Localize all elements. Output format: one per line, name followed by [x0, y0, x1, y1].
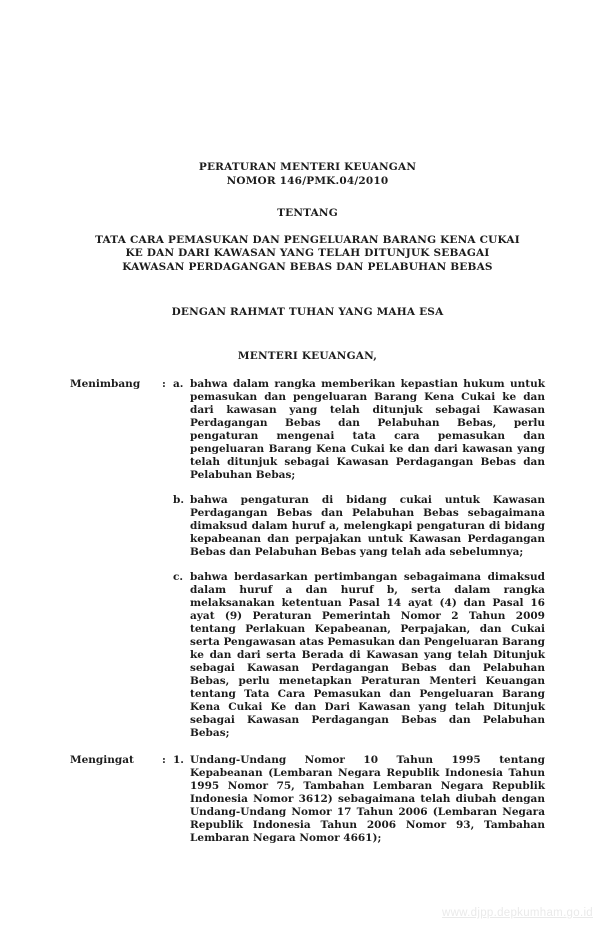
regulation-title-line2: KE DAN DARI KAWASAN YANG TELAH DITUNJUK SEBAGAI: [125, 247, 490, 259]
item-marker: 1.: [173, 754, 184, 766]
item-text: bahwa berdasarkan pertimbangan sebagaimana dimaksud dalam huruf a dan huruf b, serta dalam rangka melaksanakan ketentuan Pasal 14 ayat (4) dan Pasal 16 ayat (9) Peraturan Pemerintah Nomor 2 Tahun 2009 tentang Perlakuan Kepabeanan, Perpajakan, dan Cukai serta Pengawasan atas Pemasukan dan Pengeluaran Barang ke dan dari serta Berada di Kawasan yang telah Ditunjuk sebagai Kawasan Perdagangan Bebas dan Pelabuhan Bebas, perlu menetapkan Peraturan Menteri Keuangan tentang Tata Cara Pemasukan dan Pengeluaran Barang Kena Cukai Ke dan Dari Kawasan yang telah Ditunjuk sebagai Kawasan Perdagangan Bebas dan Pelabuhan Bebas;: [190, 571, 545, 739]
item-text: Undang-Undang Nomor 10 Tahun 1995 tentang Kepabeanan (Lembaran Negara Republik Indonesia Tahun 1995 Nomor 75, Tambahan Lembaran Negara Republik Indonesia Nomor 3612) sebagaimana telah diubah dengan Undang-Undang Nomor 17 Tahun 2006 (Lembaran Negara Republik Indonesia Tahun 2006 Nomor 93, Tambahan Lembaran Negara Nomor 4661);: [190, 754, 545, 844]
item-marker: a.: [173, 378, 184, 390]
authority-line: MENTERI KEUANGAN,: [237, 349, 378, 362]
mengingat-colon: :: [162, 754, 166, 766]
regulation-number: NOMOR 146/PMK.04/2010: [226, 174, 389, 187]
menimbang-item-a: [70, 378, 545, 482]
regulation-title: [70, 234, 545, 275]
mengingat-section: [70, 754, 545, 845]
regulation-title-line3: KAWASAN PERDAGANGAN BEBAS DAN PELABUHAN BEBAS: [122, 260, 493, 273]
menimbang-section: [70, 378, 545, 740]
item-text: bahwa dalam rangka memberikan kepastian hukum untuk pemasukan dan pengeluaran Barang Kena Cukai ke dan dari kawasan yang telah ditunjuk sebagai Kawasan Perdagangan Bebas dan Pelabuhan Bebas, perlu pengaturan mengenai tata cara pemasukan dan pengeluaran Barang Kena Cukai ke dan dari kawasan yang telah ditunjuk sebagai Kawasan Perdagangan Bebas dan Pelabuhan Bebas;: [190, 378, 545, 481]
item-marker: b.: [173, 494, 184, 506]
mengingat-label: Mengingat: [70, 754, 134, 766]
tentang-label: TENTANG: [277, 207, 338, 219]
regulation-title-line1: TATA CARA PEMASUKAN DAN PENGELUARAN BARANG KENA CUKAI: [95, 233, 520, 246]
regulation-issuer: PERATURAN MENTERI KEUANGAN: [198, 161, 417, 173]
item-marker: c.: [173, 571, 184, 583]
menimbang-label: Menimbang: [70, 378, 141, 390]
menimbang-colon: :: [162, 378, 166, 390]
menimbang-item-c: [70, 571, 545, 740]
regulation-heading: [70, 161, 545, 188]
mengingat-item-1: [70, 754, 545, 845]
invocation-line: DENGAN RAHMAT TUHAN YANG MAHA ESA: [171, 306, 444, 318]
watermark-url: www.djpp.depkumham.go.id: [441, 907, 593, 919]
menimbang-item-b: [70, 494, 545, 559]
item-text: bahwa pengaturan di bidang cukai untuk Kawasan Perdagangan Bebas dan Pelabuhan Bebas sebagaimana dimaksud dalam huruf a, melengkapi pengaturan di bidang kepabeanan dan perpajakan untuk Kawasan Perdagangan Bebas dan Pelabuhan Bebas yang telah ada sebelumnya;: [190, 494, 545, 558]
